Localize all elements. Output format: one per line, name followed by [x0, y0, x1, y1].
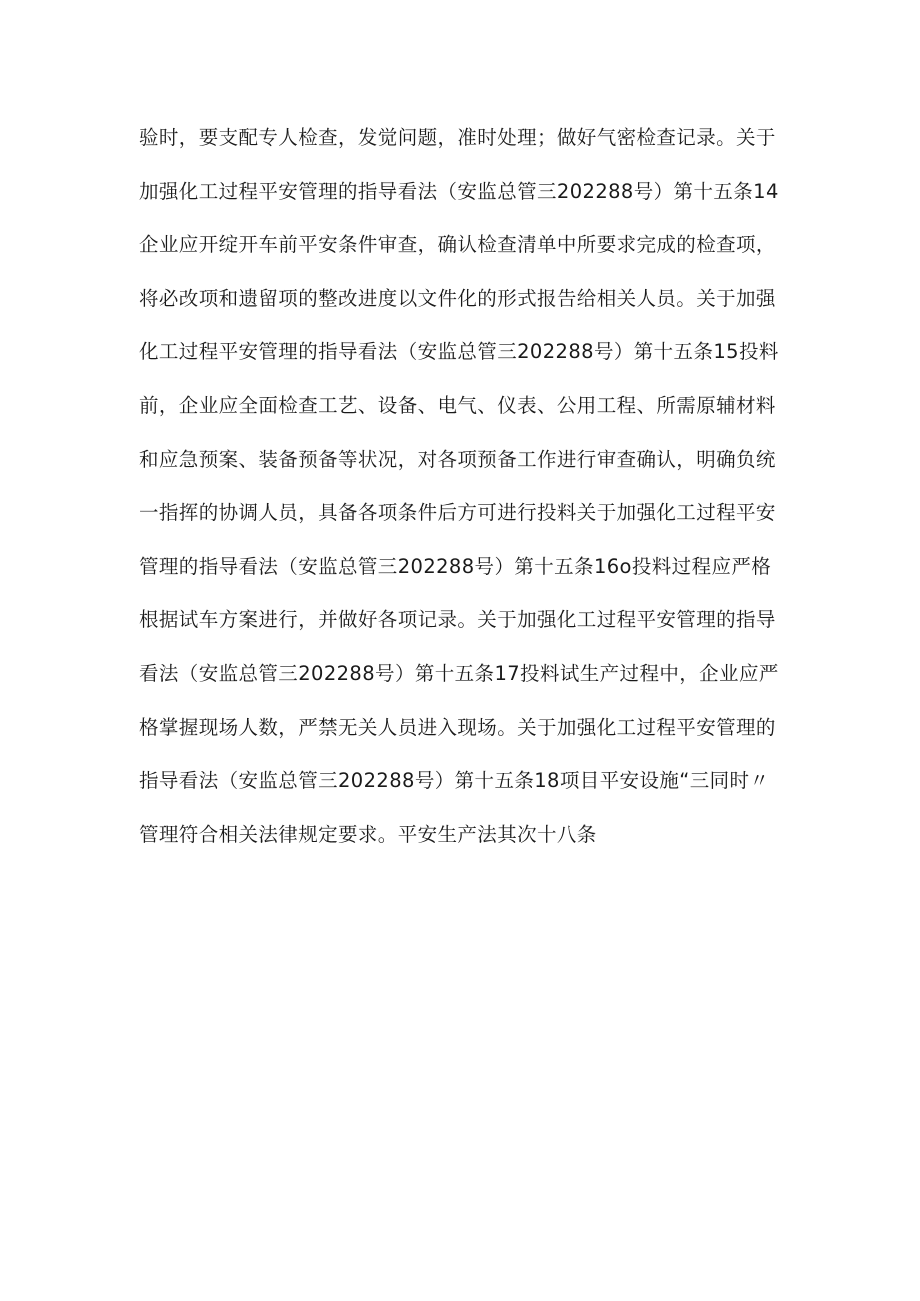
text-line: 管理符合相关法律规定要求。平安生产法其次十八条	[139, 822, 597, 846]
text-line: 化工过程平安管理的指导看法（安监总管三202288号）第十五条15投料	[139, 340, 779, 364]
text-line: 企业应开绽开车前平安条件审查，确认检查清单中所要求完成的检查项，	[139, 233, 776, 257]
text-line: 管理的指导看法（安监总管三202288号）第十五条16o投料过程应严格	[139, 554, 772, 578]
body-text	[139, 116, 789, 866]
text-line: 加强化工过程平安管理的指导看法（安监总管三202288号）第十五条14	[139, 179, 779, 203]
text-line: 看法（安监总管三202288号）第十五条17投料试生产过程中，企业应严	[139, 661, 779, 685]
text-line: 将必改项和遗留项的整改进度以文件化的形式报告给相关人员。关于加强	[139, 286, 776, 310]
text-line: 前，企业应全面检查工艺、设备、电气、仪表、公用工程、所需原辅材料	[139, 393, 776, 417]
text-line: 指导看法（安监总管三202288号）第十五条18项目平安设施“三同时〃	[139, 769, 770, 793]
text-line: 一指挥的协调人员，具备各项条件后方可进行投料关于加强化工过程平安	[139, 501, 776, 525]
text-line: 和应急预案、装备预备等状况，对各项预备工作进行审查确认，明确负统	[139, 447, 776, 471]
text-line: 根据试车方案进行，并做好各项记录。关于加强化工过程平安管理的指导	[139, 608, 776, 632]
text-line: 格掌握现场人数，严禁无关人员进入现场。关于加强化工过程平安管理的	[139, 715, 776, 739]
text-line: 验时，要支配专人检查，发觉问题，准时处理；做好气密检查记录。关于	[139, 126, 776, 149]
